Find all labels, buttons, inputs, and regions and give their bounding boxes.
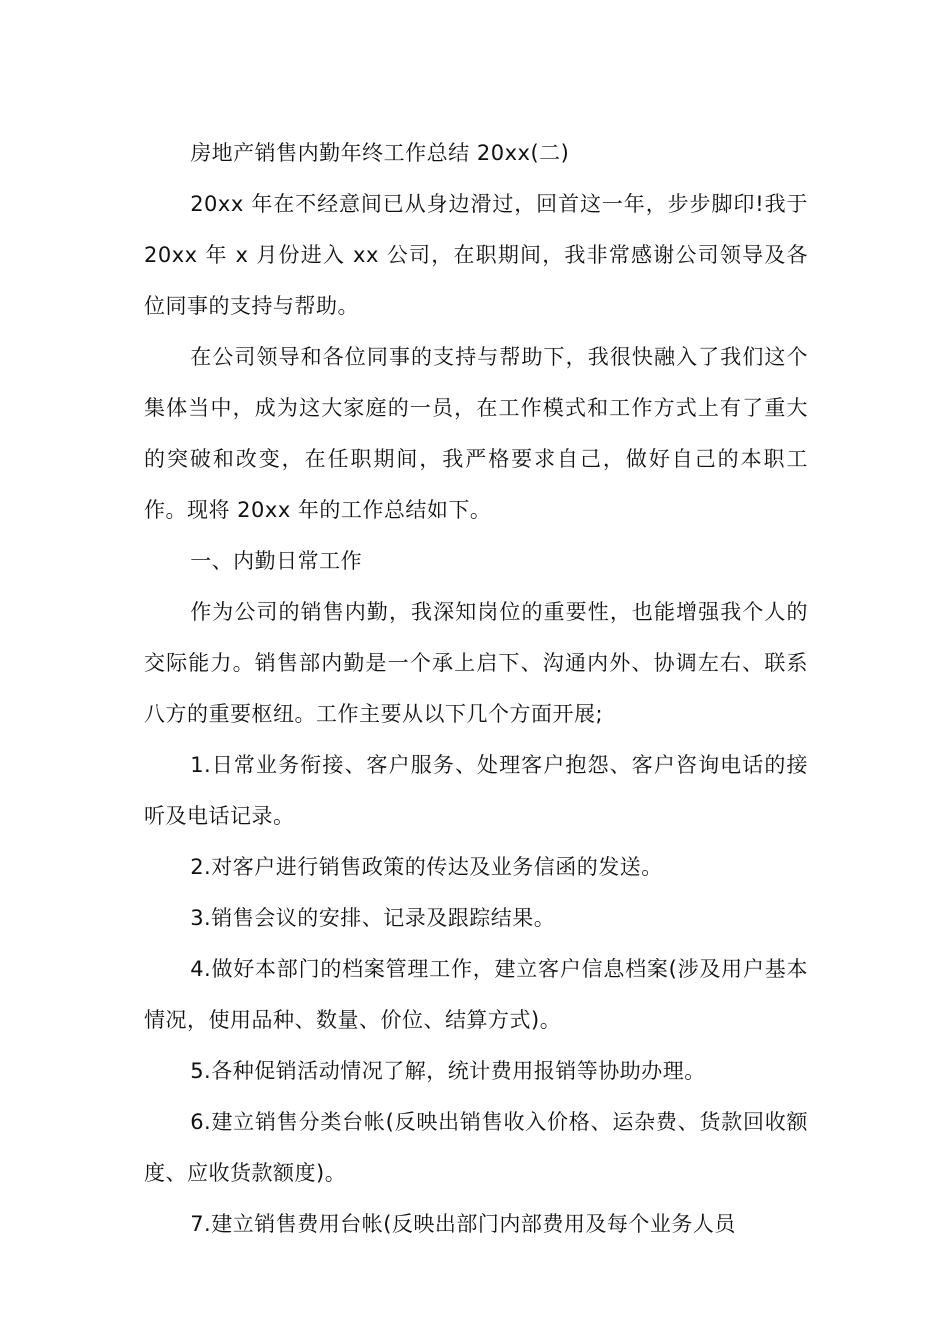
paragraph-integration: 在公司领导和各位同事的支持与帮助下，我很快融入了我们这个集体当中，成为这大家庭的一员，在工作模式和工作方式上有了重大的突破和改变，在任职期间，我严格要求自己，做好自己的本职工作。现将 20xx 年的工作总结如下。 [144,345,808,522]
list-item-2: 2.对客户进行销售政策的传达及业务信函的发送。 [190,855,663,879]
list-item-5: 5.各种促销活动情况了解，统计费用报销等协助办理。 [190,1059,706,1083]
document-body [144,128,808,1250]
list-item-7: 7.建立销售费用台帐(反映出部门内部费用及每个业务人员 [190,1212,736,1236]
list-item-1: 1.日常业务衔接、客户服务、处理客户抱怨、客户咨询电话的接听及电话记录。 [144,753,808,828]
list-item-6: 6.建立销售分类台帐(反映出销售收入价格、运杂费、货款回收额度、应收货款额度)。 [144,1110,808,1185]
section-heading-daily-work: 一、内勤日常工作 [190,549,363,573]
list-item-4: 4.做好本部门的档案管理工作，建立客户信息档案(涉及用户基本情况，使用品种、数量、价位、结算方式)。 [144,957,808,1032]
paragraph-role: 作为公司的销售内勤，我深知岗位的重要性，也能增强我个人的交际能力。销售部内勤是一个承上启下、沟通内外、协调左右、联系八方的重要枢纽。工作主要从以下几个方面开展; [144,600,808,726]
list-item-3: 3.销售会议的安排、记录及跟踪结果。 [190,906,556,930]
paragraph-intro: 20xx 年在不经意间已从身边滑过，回首这一年，步步脚印!我于 20xx 年 x 月份进入 xx 公司，在职期间，我非常感谢公司领导及各位同事的支持与帮助。 [144,192,808,318]
document-title: 房地产销售内勤年终工作总结 20xx(二) [190,141,570,165]
